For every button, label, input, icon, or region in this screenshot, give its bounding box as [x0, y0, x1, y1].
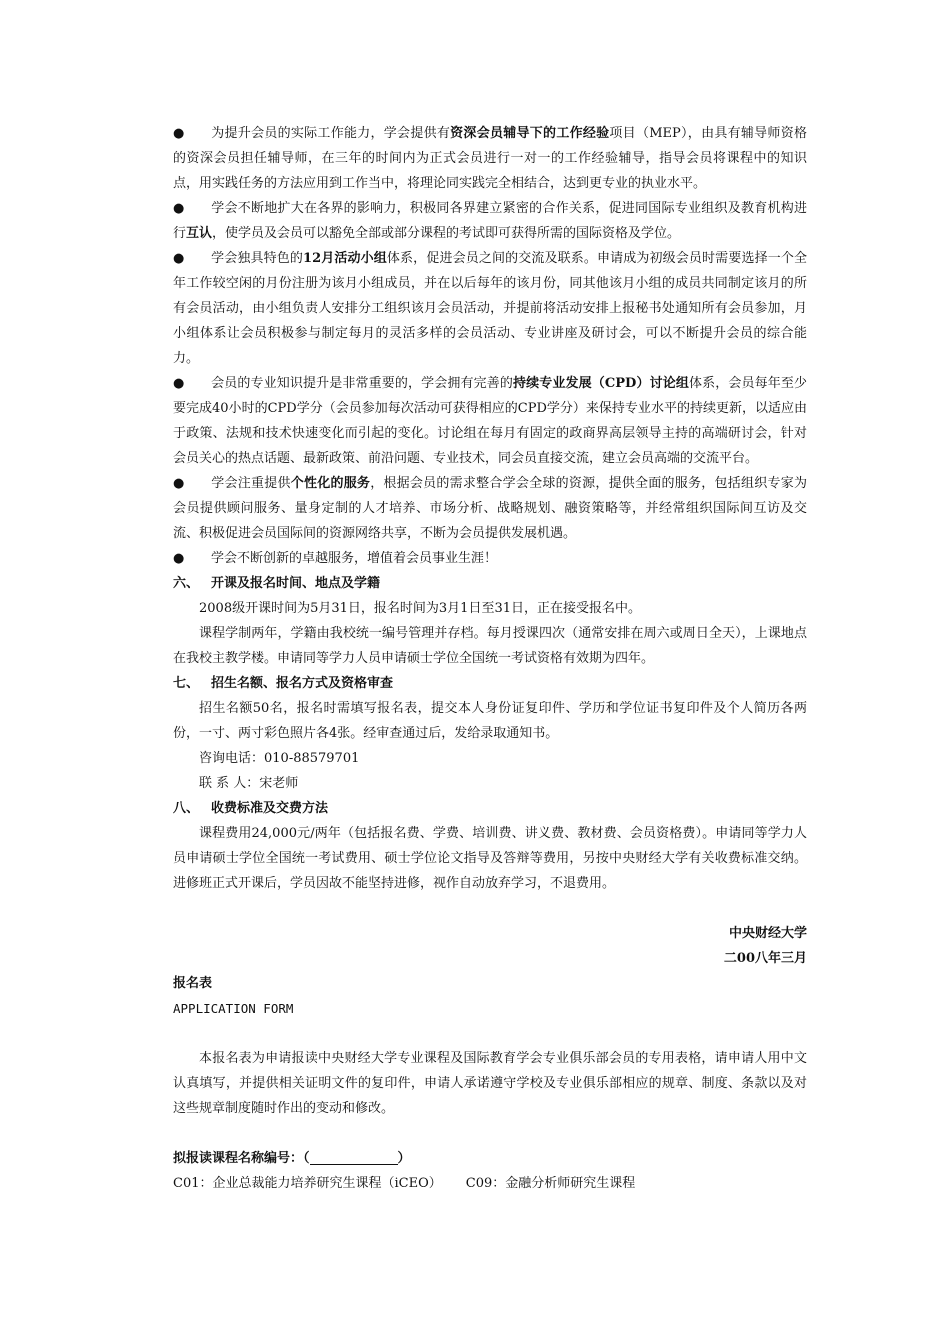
form-intro: 本报名表为申请报读中央财经大学专业课程及国际教育学会专业俱乐部会员的专用表格，请申请人用中文认真填写，并提供相关证明文件的复印件，申请人承诺遵守学校及专业俱乐部相应的规章、制度、条款以及对这些规章制度随时作出的变动和修改。	[173, 1051, 807, 1116]
bullet-dot-icon: ●	[173, 201, 185, 216]
phone-line: 咨询电话：010-88579701	[199, 751, 360, 766]
signature-date: 二00八年三月	[723, 951, 807, 966]
bullet-dot-icon: ●	[173, 376, 185, 391]
contact-line: 联 系 人：宋老师	[199, 776, 299, 791]
course-option: C01：企业总裁能力培养研究生课程（iCEO）	[173, 1176, 442, 1191]
bullet-paragraph: ● 会员的专业知识提升是非常重要的，学会拥有完善的持续专业发展（CPD）讨论组体系，会员每年至少要完成40小时的CPD学分（会员参加每次活动可获得相应的CPD学分）来保持专业水平的持续更新，以适应由于政策、法规和技术快速变化而引起的变化。讨论组在每月有固定的政商界高层领导主持的高端研讨会，针对会员关心的热点话题、最新政策、前沿问题、专业技术，同会员直接交流，建立会员高端的交流平台。	[173, 371, 807, 471]
form-title: 报名表	[173, 976, 213, 991]
section-heading: 七、 招生名额、报名方式及资格审查	[173, 676, 394, 691]
paragraph: 招生名额50名，报名时需填写报名表，提交本人身份证复印件、学历和学位证书复印件及个人简历各两份，一寸、两寸彩色照片各4张。经审查通过后，发给录取通知书。	[173, 701, 807, 741]
document-body	[173, 121, 807, 1196]
bullet-paragraph: ● 学会不断地扩大在各界的影响力，积极同各界建立紧密的合作关系，促进同国际专业组织及教育机构进行互认，使学员及会员可以豁免全部或部分课程的考试即可获得所需的国际资格及学位。	[173, 196, 807, 246]
bullet-paragraph: ● 学会不断创新的卓越服务，增值着会员事业生涯！	[173, 546, 807, 571]
section-heading: 六、 开课及报名时间、地点及学籍	[173, 576, 381, 591]
course-options	[173, 1171, 807, 1196]
bullet-paragraph: ● 学会注重提供个性化的服务，根据会员的需求整合学会全球的资源，提供全面的服务，包括组织专家为会员提供顾问服务、量身定制的人才培养、市场分析、战略规划、融资策略等，并经常组织国际间互访及交流、积极促进会员国际间的资源网络共享，不断为会员提供发展机遇。	[173, 471, 807, 546]
bullet-paragraph: ● 学会独具特色的12月活动小组体系，促进会员之间的交流及联系。申请成为初级会员时需要选择一个全年工作较空闲的月份注册为该月小组成员，并在以后每年的该月份，同其他该月小组的成员共同制定该月的所有会员活动，由小组负责人安排分工组织该月会员活动，并提前将活动安排上报秘书处通知所有会员参加，月小组体系让会员积极参与制定每月的灵活多样的会员活动、专业讲座及研讨会，可以不断提升会员的综合能力。	[173, 246, 807, 371]
course-code-field[interactable]	[310, 1148, 398, 1165]
bullet-dot-icon: ●	[173, 126, 185, 141]
paragraph: 课程学制两年，学籍由我校统一编号管理并存档。每月授课四次（通常安排在周六或周日全天），上课地点在我校主教学楼。申请同等学力人员申请硕士学位全国统一考试资格有效期为四年。	[173, 626, 807, 666]
bullet-paragraph: ● 为提升会员的实际工作能力，学会提供有资深会员辅导下的工作经验项目（MEP），由具有辅导师资格的资深会员担任辅导师，在三年的时间内为正式会员进行一对一的工作经验辅导，指导会员将课程中的知识点，用实践任务的方法应用到工作当中，将理论同实践完全相结合，达到更专业的执业水平。	[173, 121, 807, 196]
form-title-en: APPLICATION FORM	[173, 1001, 294, 1016]
course-option: C09：金融分析师研究生课程	[465, 1176, 636, 1191]
bullet-dot-icon: ●	[173, 551, 185, 566]
signature-org: 中央财经大学	[728, 926, 807, 941]
bullet-dot-icon: ●	[173, 251, 185, 266]
course-selection-line: 拟报读课程名称编号：（ ）	[173, 1146, 807, 1171]
paragraph: 2008级开课时间为5月31日，报名时间为3月1日至31日，正在接受报名中。	[199, 601, 641, 616]
section-heading: 八、 收费标准及交费方法	[173, 801, 329, 816]
bullet-dot-icon: ●	[173, 476, 185, 491]
paragraph: 课程费用24,000元/两年（包括报名费、学费、培训费、讲义费、教材费、会员资格费）。申请同等学力人员申请硕士学位全国统一考试费用、硕士学位论文指导及答辩等费用，另按中央财经大学有关收费标准交纳。进修班正式开课后，学员因故不能坚持进修，视作自动放弃学习，不退费用。	[173, 826, 807, 891]
